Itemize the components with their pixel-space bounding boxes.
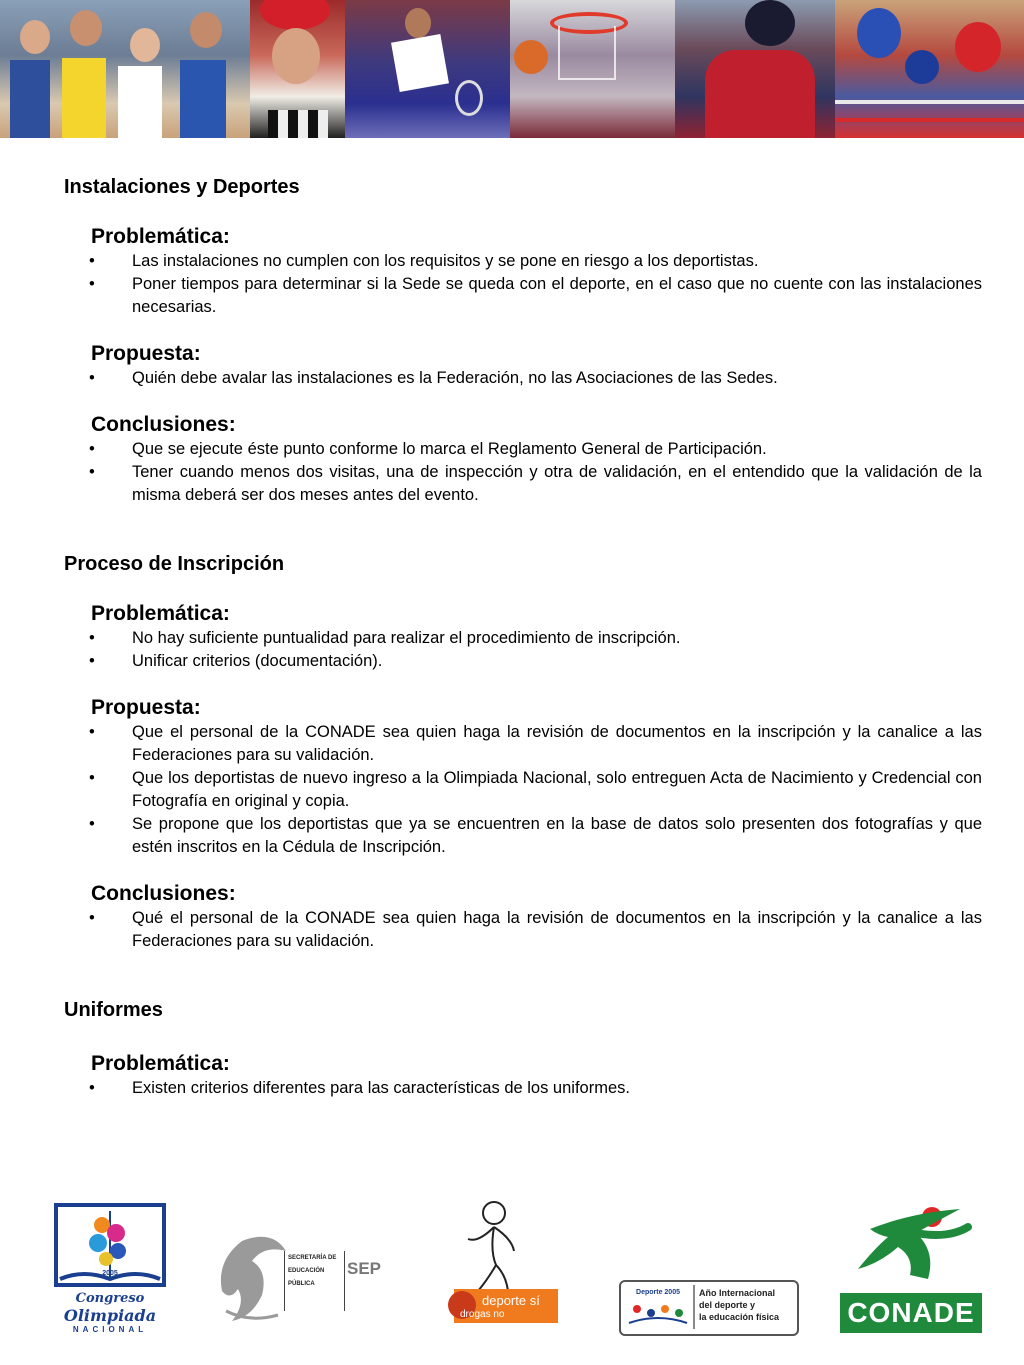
subheading-propuesta: Propuesta: (91, 342, 201, 365)
bullet-marker: • (89, 652, 95, 670)
list-item (64, 907, 982, 953)
bullet-list (64, 721, 982, 859)
bullet-marker: • (89, 369, 95, 387)
section-title-uniformes: Uniformes (64, 999, 163, 1021)
list-item (64, 813, 982, 859)
document-body (64, 174, 982, 1100)
bullet-marker: • (89, 1079, 95, 1097)
deporte-figure-icon (448, 1199, 560, 1295)
sep-divider (344, 1251, 345, 1311)
bullet-marker: • (89, 275, 95, 293)
list-item-text: Se propone que los deportistas que ya se encuentren en la base de datos solo presenten dos fotografías y que estén inscritos en la Cédula de Inscripción. (132, 815, 982, 856)
header-photo-banner (0, 0, 1024, 138)
sep-line1: SECRETARÍA DE (288, 1255, 337, 1261)
banner-photo-badminton (345, 0, 510, 138)
list-item (64, 1077, 982, 1100)
congreso-line3: NACIONAL (72, 1325, 148, 1334)
section-title-instalaciones: Instalaciones y Deportes (64, 176, 300, 198)
list-item-text: No hay suficiente puntualidad para realizar el procedimiento de inscripción. (132, 629, 681, 647)
list-item-text: Qué el personal de la CONADE sea quien haga la revisión de documentos en la inscripción y la canalice a las Federaciones para su validación. (132, 909, 982, 950)
sep-line2: EDUCACIÓN (288, 1268, 325, 1274)
banner-photo-basketball (510, 0, 675, 138)
eagle-emblem-icon (212, 1231, 288, 1327)
banner-photo-player (675, 0, 835, 138)
section-title-inscripcion: Proceso de Inscripción (64, 553, 285, 575)
list-item (64, 461, 982, 507)
deporte-line2: drogas no (460, 1309, 505, 1320)
bullet-marker: • (89, 723, 95, 741)
banner-photo-runners (0, 0, 250, 138)
ano-line3: la educación física (699, 1312, 780, 1322)
bullet-list (64, 1077, 982, 1100)
subheading-conclusiones: Conclusiones: (91, 882, 236, 905)
bullet-list (64, 907, 982, 953)
conade-name: CONADE (847, 1297, 975, 1328)
subheading-propuesta: Propuesta: (91, 696, 201, 719)
ano-internacional-logo (619, 1280, 799, 1336)
congreso-line2: Olimpiada (63, 1306, 157, 1325)
list-item (64, 367, 982, 390)
bullet-marker: • (89, 815, 95, 833)
congreso-line1: Congreso (75, 1291, 145, 1306)
bullet-list (64, 367, 982, 390)
sep-divider (284, 1251, 285, 1311)
bullet-list (64, 250, 982, 319)
bullet-list (64, 627, 982, 673)
congreso-year: 2005 (102, 1270, 118, 1277)
bullet-list (64, 438, 982, 507)
banner-photo-chess (250, 0, 345, 138)
list-item (64, 250, 982, 273)
subheading-conclusiones: Conclusiones: (91, 413, 236, 436)
list-item-text: Poner tiempos para determinar si la Sede se queda con el deporte, en el caso que no cuente con las instalaciones necesarias. (132, 275, 982, 316)
ano-badge-box (625, 1285, 695, 1329)
list-item (64, 273, 982, 319)
sep-line3: PÚBLICA (288, 1281, 315, 1287)
deporte-si-logo (448, 1199, 560, 1327)
sep-logo (212, 1231, 382, 1329)
list-item (64, 650, 982, 673)
conade-runner-icon (840, 1203, 982, 1295)
congreso-olimpiada-logo (54, 1203, 166, 1333)
sep-abbr: SEP (347, 1259, 382, 1278)
list-item-text: Tener cuando menos dos visitas, una de inspección y otra de validación, en el entendido que la validación de la misma deberá ser dos meses antes del evento. (132, 463, 982, 504)
list-item (64, 438, 982, 461)
bullet-marker: • (89, 440, 95, 458)
list-item-text: Que los deportistas de nuevo ingreso a la Olimpiada Nacional, solo entreguen Acta de Nacimiento y Credencial con Fotografía en original y copia. (132, 769, 982, 810)
list-item (64, 767, 982, 813)
ano-badge-text: Deporte 2005 (636, 1289, 680, 1296)
bullet-marker: • (89, 909, 95, 927)
bullet-marker: • (89, 463, 95, 481)
subheading-problematica: Problemática: (91, 225, 230, 248)
footer-logos (0, 1195, 1024, 1340)
banner-photo-boxing (835, 0, 1024, 138)
ano-line2: del deporte y (699, 1300, 756, 1310)
list-item-text: Existen criterios diferentes para las características de los uniformes. (132, 1079, 630, 1097)
list-item-text: Quién debe avalar las instalaciones es la Federación, no las Asociaciones de las Sedes. (132, 369, 778, 387)
deporte-line1: deporte sí (482, 1293, 540, 1308)
list-item-text: Las instalaciones no cumplen con los requisitos y se pone en riesgo a los deportistas. (132, 252, 759, 270)
ano-line1: Año Internacional (699, 1288, 776, 1298)
bullet-marker: • (89, 252, 95, 270)
subheading-problematica: Problemática: (91, 1052, 230, 1075)
list-item-text: Unificar criterios (documentación). (132, 652, 383, 670)
athletes-icon (625, 1301, 691, 1327)
list-item-text: Que el personal de la CONADE sea quien haga la revisión de documentos en la inscripción y la canalice a las Federaciones para su validación. (132, 723, 982, 764)
conade-logo (840, 1203, 982, 1333)
bullet-marker: • (89, 629, 95, 647)
bullet-marker: • (89, 769, 95, 787)
list-item-text: Que se ejecute éste punto conforme lo marca el Reglamento General de Participación. (132, 440, 767, 458)
subheading-problematica: Problemática: (91, 602, 230, 625)
list-item (64, 627, 982, 650)
congreso-book-icon (54, 1203, 166, 1291)
list-item (64, 721, 982, 767)
